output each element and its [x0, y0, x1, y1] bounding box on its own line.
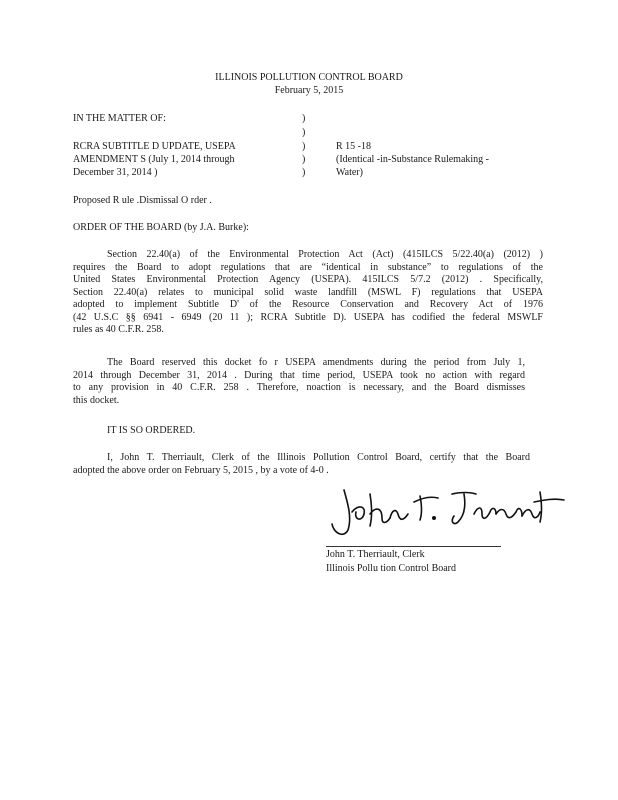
caption-paren: )	[302, 113, 306, 124]
paragraph-line: Section 22.40(a) relates to municipal solid waste landfill (MSWL F) regulations that USEPA	[73, 286, 543, 298]
paragraph-line: The Board reserved this docket fo r USEPA amendments during the period from July 1,	[107, 357, 525, 368]
certification-line: adopted the above order on February 5, 2015 , by a vote of 4-0 .	[73, 464, 329, 476]
caption-paren: )	[302, 167, 306, 178]
paragraph-line: adopted to implement Subtitle D' of the Resource Conservation and Recovery Act of 1976	[73, 299, 543, 310]
paragraph-line: rules as 40 C.F.R. 258.	[73, 324, 164, 335]
paragraph-line: this docket.	[73, 394, 120, 406]
caption-paren: )	[302, 154, 306, 165]
docket-type-line-2: Water)	[336, 167, 363, 178]
so-ordered: IT IS SO ORDERED.	[107, 425, 196, 436]
paragraph-line: (42 U.S.C §§ 6941 - 6949 (20 11 ); RCRA Subtitle D). USEPA has codified the federal MSWLF	[73, 311, 543, 323]
proposed-rule-line: Proposed R ule .Dismissal O rder .	[73, 195, 212, 206]
paragraph-2	[73, 357, 525, 407]
paragraph-line: Section 22.40(a) of the Environmental Protection Act (Act) (415ILCS 5/22.40(a) (2012) )	[107, 249, 543, 260]
paragraph-line: 2014 through December 31, 2014 . During that time period, USEPA took no action with regard	[73, 369, 525, 381]
docket-type-line-1: (Identical -in-Substance Rulemaking -	[336, 154, 490, 165]
order-date: February 5, 2015	[274, 85, 344, 96]
caption-paren: )	[302, 141, 306, 152]
signature-line	[326, 546, 501, 547]
case-title-line-2: AMENDMENT S (July 1, 2014 through	[73, 154, 235, 165]
paragraph-1	[73, 249, 543, 337]
paragraph-line: requires the Board to adopt regulations that are “identical in substance” to regulations of the	[73, 261, 543, 273]
signer-name-title: John T. Therriault, Clerk	[326, 549, 425, 560]
docket-number: R 15 -18	[336, 141, 371, 152]
paragraph-line: to any provision in 40 C.F.R. 258 . Therefore, noaction is necessary, and the Board dismisses	[73, 382, 525, 393]
certification-paragraph	[73, 452, 530, 477]
caption-paren: )	[302, 127, 306, 138]
in-the-matter-label: IN THE MATTER OF:	[73, 113, 166, 124]
signer-organization: Illinois Pollu tion Control Board	[326, 563, 457, 574]
case-title-line-1: RCRA SUBTITLE D UPDATE, USEPA	[73, 141, 236, 152]
agency-heading: ILLINOIS POLLUTION CONTROL BOARD	[215, 72, 403, 83]
handwritten-signature	[330, 484, 566, 542]
paragraph-line: United States Environmental Protection Agency (USEPA). 415ILCS 5/7.2 (2012) . Specifically,	[73, 274, 543, 285]
certification-line: I, John T. Therriault, Clerk of the Illinois Pollution Control Board, certify that the Board	[107, 452, 530, 463]
order-heading: ORDER OF THE BOARD (by J.A. Burke):	[73, 222, 249, 233]
case-title-line-3: December 31, 2014 )	[73, 167, 158, 178]
